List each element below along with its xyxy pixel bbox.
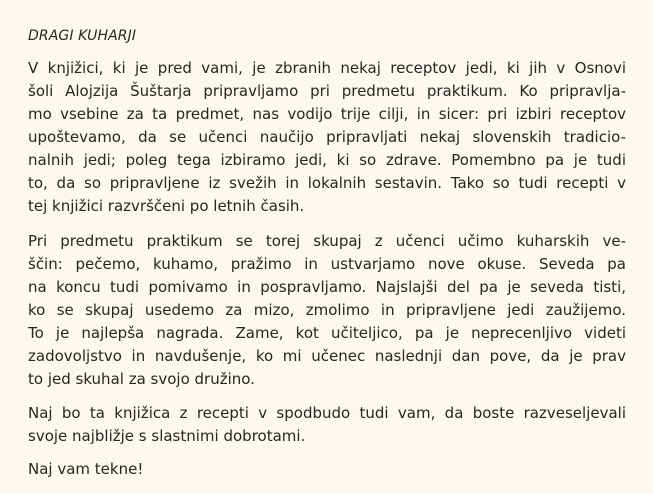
page-heading: DRAGI KUHARJI — [28, 28, 137, 44]
paragraph-line: Naj bo ta knjižica z recepti v spodbudo tudi vam, da boste razveseljevali — [28, 404, 626, 422]
paragraph-line: V knjižici, ki je pred vami, je zbranih nekaj receptov jedi, ki jih v Osnovi — [28, 59, 626, 77]
paragraph-line: to jed skuhal za svojo družino. — [28, 370, 255, 388]
paragraph-line: to, da so pripravljene iz svežih in lokalnih sestavin. Tako so tudi recepti v — [28, 174, 626, 192]
paragraph-line: na koncu tudi pomivamo in pospravljamo. Najslajši del pa je seveda tisti, — [28, 278, 626, 296]
paragraph-line: zadovoljstvo in navdušenje, ko mi učenec naslednji dan pove, da je prav — [28, 347, 626, 365]
paragraph-closing — [28, 458, 626, 481]
paragraph-line: mo vsebine za ta predmet, nas vodijo trije cilji, in sicer: pri izbiri receptov — [28, 105, 626, 123]
paragraph-line: Pri predmetu praktikum se torej skupaj z učenci učimo kuharskih ve- — [28, 232, 626, 250]
paragraph-line: upoštevamo, da se učenci naučijo pripravljati nekaj slovenskih tradicio- — [28, 128, 626, 146]
paragraph-line: To je najlepša nagrada. Zame, kot učiteljico, pa je neprecenljivo videti — [28, 324, 626, 342]
paragraph-line: svoje najbližje s slastnimi dobrotami. — [28, 427, 306, 445]
paragraph-practice — [28, 230, 626, 391]
paragraph-line: ko se skupaj usedemo za mizo, zmolimo in pripravljene jedi zaužijemo. — [28, 301, 626, 319]
paragraph-line: šoli Alojzija Šuštarja pripravljamo pri predmetu praktikum. Ko pripravlja- — [28, 82, 626, 100]
paragraph-line: ščin: pečemo, kuhamo, pražimo in ustvarjamo nove okuse. Seveda pa — [28, 255, 626, 273]
paragraph-line: nalnih jedi; poleg tega izbiramo jedi, ki so zdrave. Pomembno pa je tudi — [28, 151, 626, 169]
paragraph-line: tej knjižici razvrščeni po letnih časih. — [28, 197, 305, 215]
paragraph-encouragement — [28, 402, 626, 448]
closing-line: Naj vam tekne! — [28, 460, 144, 478]
paragraph-intro — [28, 57, 626, 218]
